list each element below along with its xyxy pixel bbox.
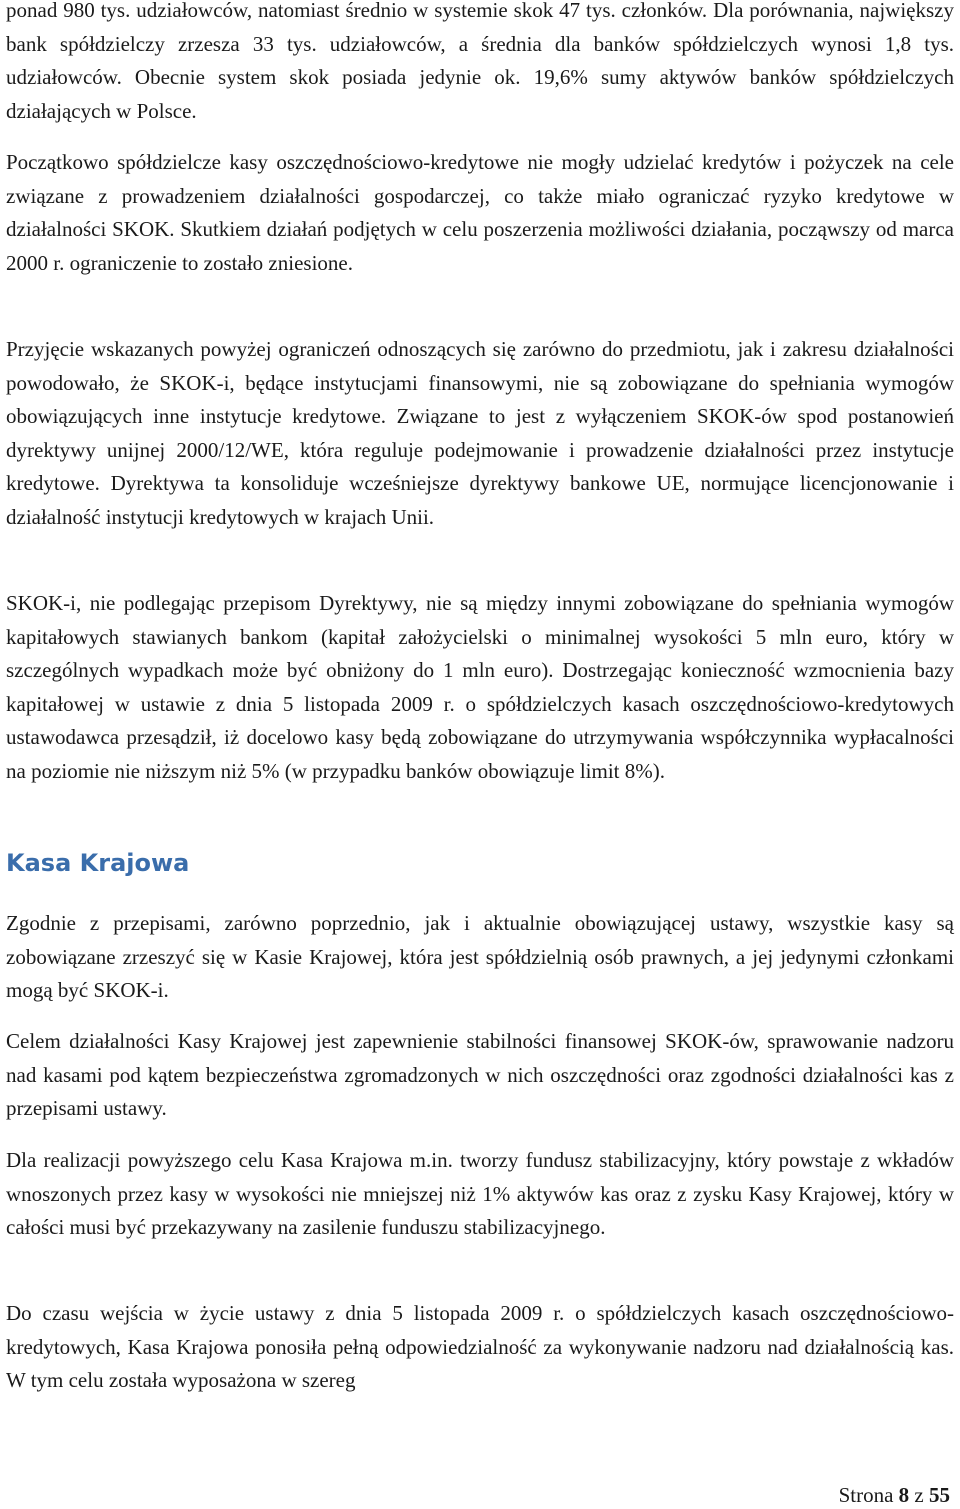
paragraph-supervision-history: Do czasu wejścia w życie ustawy z dnia 5 listopada 2009 r. o spółdzielczych kasach oszczędnościowo-kredytowych, Kasa Krajowa ponosiła pełną odpowiedzialność za wykonywanie nadzoru nad działalnością kas. W tym celu została wyposażona w szereg bbox=[6, 1301, 954, 1393]
paragraph-directive-exemption: Przyjęcie wskazanych powyżej ograniczeń odnoszących się zarówno do przedmiotu, jak i zakresu działalności powodowało, że SKOK-i, będące instytucjami finansowymi, nie są zobowiązane do spełniania wymogów obowiązujących inne instytucje kredytowe. Związane to jest z wyłączeniem SKOK-ów spod postanowień dyrektywy unijnej 2000/12/WE, która reguluje podejmowanie i prowadzenie działalności przez instytucje kredytowe. Dyrektywa ta konsoliduje wcześniejsze dyrektywy bankowe UE, normujące licencjonowanie i działalność instytucji kredytowych w krajach Unii. bbox=[6, 337, 954, 529]
paragraph-early-restrictions: Początkowo spółdzielcze kasy oszczędnościowo-kredytowe nie mogły udzielać kredytów i pożyczek na cele związane z prowadzeniem działalności gospodarczej, co także miało ograniczać ryzyko kredytowe w działalności SKOK. Skutkiem działań podjętych w celu poszerzenia możliwości działania, począwszy od marca 2000 r. ograniczenie to zostało zniesione. bbox=[6, 150, 954, 275]
page-separator: z bbox=[914, 1483, 924, 1507]
page-label: Strona bbox=[838, 1483, 894, 1507]
section-heading-kasa-krajowa: Kasa Krajowa bbox=[6, 849, 190, 877]
paragraph-capital-requirements: SKOK-i, nie podlegając przepisom Dyrektywy, nie są między innymi zobowiązane do spełniania wymogów kapitałowych stawianych bankom (kapitał założycielski o minimalnej wysokości 5 mln euro, który w szczególnych wypadkach może być obniżony do 1 mln euro). Dostrzegając konieczność wzmocnienia bazy kapitałowej w ustawie z dnia 5 listopada 2009 r. o spółdzielczych kasach oszczędnościowo-kredytowych ustawodawca przesądził, iż docelowo kasy będą zobowiązane do utrzymywania współczynnika wypłacalności na poziomie nie niższym niż 5% (w przypadku banków obowiązuje limit 8%). bbox=[6, 591, 954, 783]
page-number-footer bbox=[839, 1481, 950, 1509]
current-page-number: 8 bbox=[898, 1483, 910, 1507]
paragraph-membership-stats: ponad 980 tys. udziałowców, natomiast średnio w systemie skok 47 tys. członków. Dla porównania, największy bank spółdzielczy zrzesza 33 tys. udziałowców, a średnia dla banków spółdzielczych wynosi 1,8 tys. udziałowców. Obecnie system skok posiada jedynie ok. 19,6% sumy aktywów banków spółdzielczych działających w Polsce. bbox=[6, 0, 954, 123]
paragraph-stabilization-fund: Dla realizacji powyższego celu Kasa Krajowa m.in. tworzy fundusz stabilizacyjny, który powstaje z wkładów wnoszonych przez kasy w wysokości nie mniejszej niż 1% aktywów kas oraz z zysku Kasy Krajowej, który w całości musi być przekazywany na zasilenie funduszu stabilizacyjnego. bbox=[6, 1148, 954, 1240]
paragraph-membership-obligation: Zgodnie z przepisami, zarówno poprzednio, jak i aktualnie obowiązującej ustawy, wszystkie kasy są zobowiązane zrzeszyć się w Kasie Krajowej, która jest spółdzielnią osób prawnych, a jej jedynymi członkami mogą być SKOK-i. bbox=[6, 911, 954, 1003]
paragraph-kasa-krajowa-goal: Celem działalności Kasy Krajowej jest zapewnienie stabilności finansowej SKOK-ów, sprawowanie nadzoru nad kasami pod kątem bezpieczeństwa zgromadzonych w nich oszczędności oraz zgodności działalności kas z przepisami ustawy. bbox=[6, 1029, 954, 1121]
total-pages-number: 55 bbox=[929, 1483, 950, 1507]
